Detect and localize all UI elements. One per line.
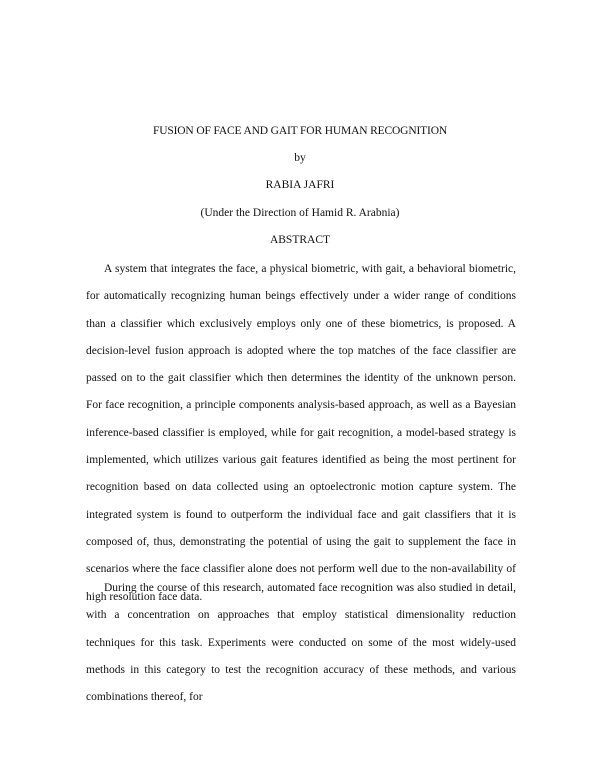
abstract-paragraph-2 xyxy=(86,575,516,711)
abstract-paragraph-text: During the course of this research, automated face recognition was also studied in detail, with a concentration on approaches that employ statistical dimensionality reduction techniques for this task. Experiments were conducted on some of the most widely-used methods in this category to test the recognition accuracy of these methods, and various combinations thereof, for xyxy=(86,582,516,704)
abstract-heading: ABSTRACT xyxy=(269,234,331,246)
author-name: RABIA JAFRI xyxy=(265,179,335,191)
direction-line: (Under the Direction of Hamid R. Arabnia) xyxy=(200,207,400,219)
abstract-paragraph-1 xyxy=(86,256,516,611)
document-title: FUSION OF FACE AND GAIT FOR HUMAN RECOGNITION xyxy=(152,125,448,137)
by-line: by xyxy=(294,152,306,164)
abstract-paragraph-text: A system that integrates the face, a physical biometric, with gait, a behavioral biometric, for automatically recognizing human beings effectively under a wider range of conditions than a classifier which exclusively employs only one of these biometrics, is proposed. A decision-level fusion approach is adopted where the top matches of the face classifier are passed on to the gait classifier which then determines the identity of the unknown person. For face recognition, a principle components analysis-based approach, as well as a Bayesian inference-based classifier is employed, while for gait recognition, a model-based strategy is implemented, which utilizes various gait features identified as being the most pertinent for recognition based on data collected using an optoelectronic motion capture system. The integrated system is found to outperform the individual face and gait classifiers that it is composed of, thus, demonstrating the potential of using the gait to supplement the face in scenarios where the face classifier alone does not perform well due to the non-availability of high resolution face data. xyxy=(86,263,516,603)
